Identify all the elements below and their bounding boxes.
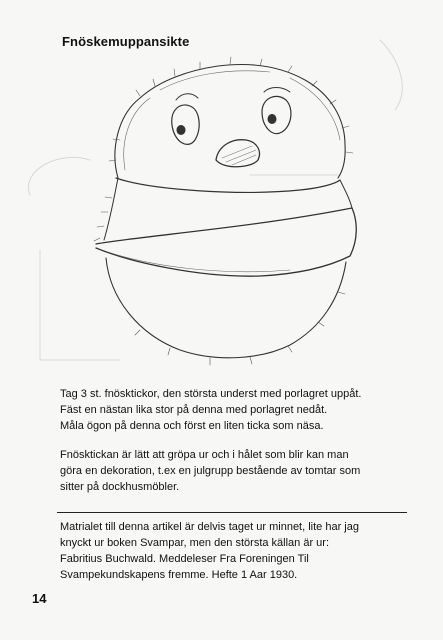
decoration-paragraph	[60, 447, 410, 495]
instructions-paragraph	[60, 386, 410, 434]
source-note	[60, 519, 410, 583]
page-title: Fnöskemuppansikte	[62, 34, 190, 49]
text-line: göra en dekoration, t.ex en julgrupp bestående av tomtar som	[60, 465, 361, 477]
text-line: Måla ögon på denna och först en liten ticka som näsa.	[60, 420, 324, 432]
page-number: 14	[32, 591, 47, 606]
text-line: Matrialet till denna artikel är delvis taget ur minnet, lite har jag	[60, 521, 359, 533]
text-line: Fnösktickan är lätt att gröpa ur och i hålet som blir kan man	[60, 449, 349, 461]
text-line: knyckt ur boken Svampar, men den största källan är ur:	[60, 537, 330, 549]
horizontal-divider	[57, 512, 407, 513]
text-line: Fäst en nästan lika stor på denna med porlagret nedåt.	[60, 404, 328, 416]
text-line: sitter på dockhusmöbler.	[60, 481, 180, 493]
text-line: Tag 3 st. fnösktickor, den största underst med porlagret uppåt.	[60, 388, 362, 400]
text-line: Svampekundskapens fremme. Hefte 1 Aar 1930.	[60, 569, 298, 581]
text-line: Fabritius Buchwald. Meddeleser Fra Foreningen Til	[60, 553, 309, 565]
